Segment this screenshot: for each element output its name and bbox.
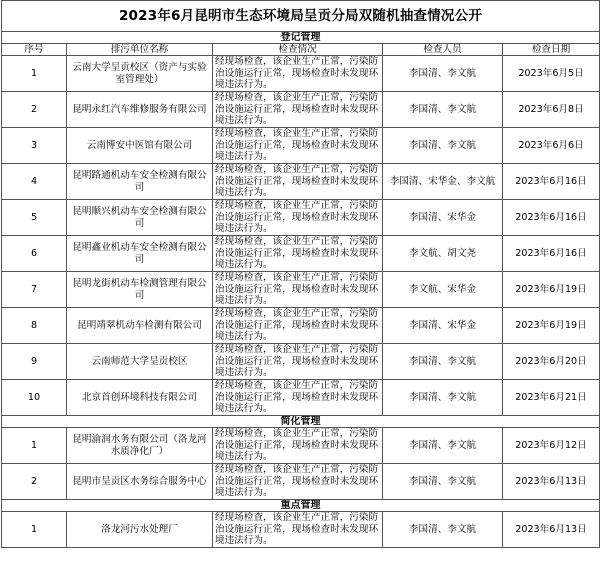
col-header-inspection: 检查情况 bbox=[213, 44, 383, 56]
col-header-number: 序号 bbox=[2, 44, 67, 56]
inspectors: 李国清、李文航 bbox=[383, 428, 503, 464]
unit-name: 昆明渝润水务有限公司（洛龙河水质净化厂） bbox=[67, 428, 213, 464]
unit-name: 昆明路通机动车安全检测有限公司 bbox=[67, 164, 213, 200]
row-number: 1 bbox=[2, 428, 67, 464]
inspectors: 李国清、李文航 bbox=[383, 56, 503, 92]
unit-name: 昆明顺兴机动车安全检测有限公司 bbox=[67, 200, 213, 236]
table-row bbox=[2, 308, 600, 344]
inspection-date: 2023年6月16日 bbox=[503, 200, 600, 236]
unit-name: 昆明市呈贡区水务综合服务中心 bbox=[67, 464, 213, 500]
inspection-detail: 经现场检查，该企业生产正常，污染防治设施运行正常，现场检查时未发现环境违法行为。 bbox=[213, 464, 383, 500]
unit-name: 昆明靖翠机动车检测有限公司 bbox=[67, 308, 213, 344]
inspection-detail: 经现场检查，该企业生产正常，污染防治设施运行正常，现场检查时未发现环境违法行为。 bbox=[213, 512, 383, 548]
column-header-row bbox=[2, 44, 600, 56]
section-title: 重点管理 bbox=[2, 500, 600, 512]
table-row bbox=[2, 92, 600, 128]
row-number: 1 bbox=[2, 56, 67, 92]
unit-name: 昆明永红汽车维修服务有限公司 bbox=[67, 92, 213, 128]
col-header-inspectors: 检查人员 bbox=[383, 44, 503, 56]
section-row bbox=[2, 500, 600, 512]
row-number: 4 bbox=[2, 164, 67, 200]
inspectors: 李国清、李文航 bbox=[383, 344, 503, 380]
inspection-detail: 经现场检查，该企业生产正常，污染防治设施运行正常，现场检查时未发现环境违法行为。 bbox=[213, 92, 383, 128]
inspection-detail: 经现场检查，该企业生产正常，污染防治设施运行正常，现场检查时未发现环境违法行为。 bbox=[213, 200, 383, 236]
inspection-date: 2023年6月16日 bbox=[503, 236, 600, 272]
unit-name: 云南大学呈贡校区（资产与实验室管理处） bbox=[67, 56, 213, 92]
row-number: 5 bbox=[2, 200, 67, 236]
table-row bbox=[2, 380, 600, 416]
table-row bbox=[2, 56, 600, 92]
unit-name: 云南博安中医馆有限公司 bbox=[67, 128, 213, 164]
inspectors: 李国清、李文航 bbox=[383, 512, 503, 548]
row-number: 2 bbox=[2, 92, 67, 128]
inspection-date: 2023年6月13日 bbox=[503, 512, 600, 548]
inspection-date: 2023年6月16日 bbox=[503, 164, 600, 200]
inspection-detail: 经现场检查，该企业生产正常，污染防治设施运行正常，现场检查时未发现环境违法行为。 bbox=[213, 272, 383, 308]
col-header-date: 检查日期 bbox=[503, 44, 600, 56]
inspection-date: 2023年6月5日 bbox=[503, 56, 600, 92]
section-row bbox=[2, 416, 600, 428]
inspection-table bbox=[1, 0, 600, 548]
inspection-detail: 经现场检查，该企业生产正常，污染防治设施运行正常，现场检查时未发现环境违法行为。 bbox=[213, 236, 383, 272]
inspection-date: 2023年6月13日 bbox=[503, 464, 600, 500]
inspectors: 李文航、宋华金 bbox=[383, 272, 503, 308]
inspection-detail: 经现场检查，该企业生产正常，污染防治设施运行正常，现场检查时未发现环境违法行为。 bbox=[213, 380, 383, 416]
table-row bbox=[2, 272, 600, 308]
inspectors: 李文航、胡文尧 bbox=[383, 236, 503, 272]
inspectors: 李国清、李文航 bbox=[383, 128, 503, 164]
inspection-date: 2023年6月6日 bbox=[503, 128, 600, 164]
table-row bbox=[2, 236, 600, 272]
inspectors: 李国清、李文航 bbox=[383, 464, 503, 500]
inspection-detail: 经现场检查，该企业生产正常，污染防治设施运行正常，现场检查时未发现环境违法行为。 bbox=[213, 56, 383, 92]
inspection-detail: 经现场检查，该企业生产正常，污染防治设施运行正常，现场检查时未发现环境违法行为。 bbox=[213, 308, 383, 344]
table-row bbox=[2, 200, 600, 236]
inspection-date: 2023年6月19日 bbox=[503, 272, 600, 308]
table-row bbox=[2, 164, 600, 200]
inspectors: 李国清、宋华金、李文航 bbox=[383, 164, 503, 200]
row-number: 7 bbox=[2, 272, 67, 308]
unit-name: 洛龙河污水处理厂 bbox=[67, 512, 213, 548]
row-number: 9 bbox=[2, 344, 67, 380]
unit-name: 北京首创环境科技有限公司 bbox=[67, 380, 213, 416]
table-row bbox=[2, 344, 600, 380]
section-title: 简化管理 bbox=[2, 416, 600, 428]
inspection-date: 2023年6月12日 bbox=[503, 428, 600, 464]
report-title: 2023年6月昆明市生态环境局呈贡分局双随机抽查情况公开 bbox=[2, 1, 600, 32]
row-number: 8 bbox=[2, 308, 67, 344]
inspectors: 李国清、李文航 bbox=[383, 92, 503, 128]
row-number: 10 bbox=[2, 380, 67, 416]
row-number: 3 bbox=[2, 128, 67, 164]
inspection-detail: 经现场检查，该企业生产正常，污染防治设施运行正常，现场检查时未发现环境违法行为。 bbox=[213, 128, 383, 164]
inspection-date: 2023年6月8日 bbox=[503, 92, 600, 128]
inspectors: 李国清、宋华金 bbox=[383, 308, 503, 344]
section-row bbox=[2, 32, 600, 44]
table-row bbox=[2, 464, 600, 500]
inspection-detail: 经现场检查，该企业生产正常，污染防治设施运行正常，现场检查时未发现环境违法行为。 bbox=[213, 164, 383, 200]
table-row bbox=[2, 512, 600, 548]
table-row bbox=[2, 428, 600, 464]
inspectors: 李国清、宋华金 bbox=[383, 200, 503, 236]
unit-name: 昆明龙街机动车检测管理有限公司 bbox=[67, 272, 213, 308]
inspection-detail: 经现场检查，该企业生产正常，污染防治设施运行正常，现场检查时未发现环境违法行为。 bbox=[213, 428, 383, 464]
section-title: 登记管理 bbox=[2, 32, 600, 44]
unit-name: 云南师范大学呈贡校区 bbox=[67, 344, 213, 380]
unit-name: 昆明鑫业机动车安全检测有限公司 bbox=[67, 236, 213, 272]
inspection-detail: 经现场检查，该企业生产正常，污染防治设施运行正常，现场检查时未发现环境违法行为。 bbox=[213, 344, 383, 380]
col-header-unit-name: 排污单位名称 bbox=[67, 44, 213, 56]
inspectors: 李国清、李文航 bbox=[383, 380, 503, 416]
row-number: 1 bbox=[2, 512, 67, 548]
inspection-date: 2023年6月21日 bbox=[503, 380, 600, 416]
row-number: 2 bbox=[2, 464, 67, 500]
inspection-date: 2023年6月20日 bbox=[503, 344, 600, 380]
row-number: 6 bbox=[2, 236, 67, 272]
table-row bbox=[2, 128, 600, 164]
inspection-date: 2023年6月19日 bbox=[503, 308, 600, 344]
